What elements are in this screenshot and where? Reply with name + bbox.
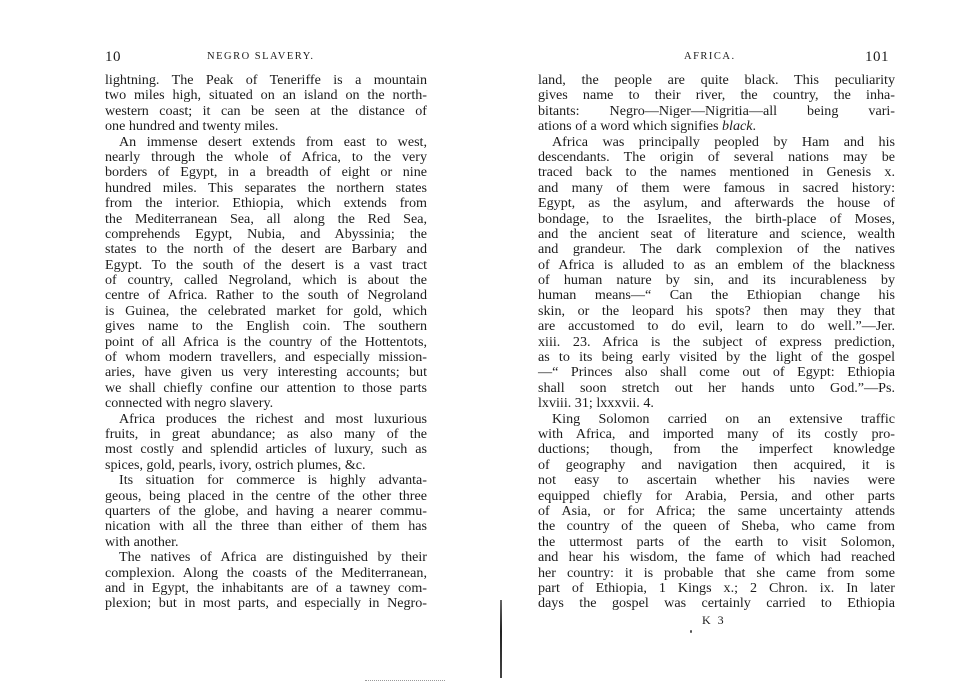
text-line: and grandeur. The dark complexion of the natives xyxy=(538,241,895,258)
text-line: bitants: Negro—Niger—Nigritia—all being vari- xyxy=(538,102,895,119)
text-line: The natives of Africa are distinguished by their xyxy=(119,549,427,566)
text-line: of country, called Negroland, which is about the xyxy=(105,272,427,289)
text-line: as to its being early visited by the light of the gospel xyxy=(538,349,895,366)
text-line: plexion; but in most parts, and especially in Negro- xyxy=(105,595,427,612)
page-number-left: 10 xyxy=(105,49,121,65)
text-line: Africa was principally peopled by Ham and his xyxy=(552,133,895,150)
text-line: states to the north of the desert are Barbary and xyxy=(105,241,427,258)
text-line: skin, or the leopard his spots? then may they that xyxy=(538,302,895,319)
text-line: point of all Africa is the country of the Hottentots, xyxy=(105,333,427,350)
text-line: connected with negro slavery. xyxy=(105,395,274,412)
text-line: —“ Princes also shall come out of Egypt: Ethiopia xyxy=(538,364,895,381)
text-line: western coast; it can be seen at the distance of xyxy=(105,102,427,119)
text-line: comprehends Egypt, Nubia, and Abyssinia; the xyxy=(105,225,427,242)
text-line: and many of them were famous in sacred history: xyxy=(538,179,895,196)
signature-mark: K 3 xyxy=(702,613,726,627)
text-line: part of Ethiopia, 1 Kings x.; 2 Chron. ix. In later xyxy=(538,579,895,596)
text-line: are accustomed to do evil, learn to do well.”—Jer. xyxy=(538,318,895,335)
binding-shadow xyxy=(500,600,502,678)
text-line: ductions; though, from the imperfect knowledge xyxy=(538,441,895,458)
text-line: ations of a word which signifies black. xyxy=(538,118,757,135)
text-line: aries, have given us very interesting accounts; but xyxy=(105,364,427,381)
text-line: days the gospel was certainly carried to Ethiopia xyxy=(538,595,895,612)
text-line: the Mediterranean Sea, all along the Red Sea, xyxy=(105,210,427,227)
text-line: centre of Africa. Rather to the south of Negroland xyxy=(105,287,427,304)
text-line: gives name to the English coin. The southern xyxy=(105,318,427,335)
text-line: from the interior. Ethiopia, which extends from xyxy=(105,195,427,212)
text-line: land, the people are quite black. This peculiarity xyxy=(538,72,895,88)
text-line: and the ancient seat of literature and science, wealth xyxy=(538,225,895,242)
left-page-header xyxy=(105,49,427,67)
text-line: two miles high, situated on an island on the north- xyxy=(105,87,427,104)
text-line: one hundred and twenty miles. xyxy=(105,118,279,135)
text-line: equipped chiefly for Arabia, Persia, and other parts xyxy=(538,487,895,504)
text-line: xiii. 23. Africa is the subject of express prediction, xyxy=(538,333,895,350)
text-line: geous, being placed in the centre of the other three xyxy=(105,487,427,504)
ink-speck xyxy=(690,630,692,633)
text-line: the country of the queen of Sheba, who came from xyxy=(538,518,895,535)
text-line: and in Egypt, the inhabitants are of a tawney com- xyxy=(105,579,427,596)
text-line: lxviii. 31; lxxxvii. 4. xyxy=(538,395,654,412)
text-line: shall soon stretch out her hands unto God.”—Ps. xyxy=(538,379,895,396)
text-line: traced back to the names mentioned in Genesis x. xyxy=(538,164,895,181)
text-line: nearly through the whole of Africa, to the very xyxy=(105,148,427,165)
page-number-right: 101 xyxy=(865,49,889,65)
text-line: is Guinea, the celebrated market for gold, which xyxy=(105,302,427,319)
right-page xyxy=(490,0,980,689)
text-line: lightning. The Peak of Teneriffe is a mountain xyxy=(105,72,427,88)
text-line: spices, gold, pearls, ivory, ostrich plumes, &c. xyxy=(105,456,366,473)
text-line: Egypt. To the south of the desert is a vast tract xyxy=(105,256,427,273)
text-line: of Africa is alluded to as an emblem of the blackness xyxy=(538,256,895,273)
text-line: her country: it is probable that she came from some xyxy=(538,564,895,581)
text-line: gives name to their river, the country, the inha- xyxy=(538,87,895,104)
text-line: most costly and splendid articles of luxury, such as xyxy=(105,441,427,458)
text-line: with Africa, and imported many of its costly pro- xyxy=(538,425,895,442)
text-line: bondage, to the Israelites, the birth-place of Moses, xyxy=(538,210,895,227)
text-line: with another. xyxy=(105,533,179,550)
text-line: nication with all the three than either of them has xyxy=(105,518,427,535)
running-head-right: AFRICA. xyxy=(684,51,736,62)
text-line: and hear his wisdom, the fame of which had reached xyxy=(538,549,895,566)
text-line: we shall chiefly confine our attention to those parts xyxy=(105,379,427,396)
text-line: borders of Egypt, in a breadth of eight or nine xyxy=(105,164,427,181)
text-line: of geography and navigation then acquired, it is xyxy=(538,456,895,473)
text-line: Egypt, as the asylum, and afterwards the house of xyxy=(538,195,895,212)
text-line: complexion. Along the coasts of the Mediterranean, xyxy=(105,564,427,581)
text-line: An immense desert extends from east to west, xyxy=(119,133,427,150)
text-line: not easy to ascertain whether his navies were xyxy=(538,472,895,489)
right-page-body xyxy=(538,73,895,612)
running-head-left: NEGRO SLAVERY. xyxy=(207,51,315,62)
text-line: King Solomon carried on an extensive traffic xyxy=(552,410,895,427)
right-page-header xyxy=(538,49,895,67)
text-line: descendants. The origin of several nations may be xyxy=(538,148,895,165)
text-line: of human nature by sin, and its incurableness by xyxy=(538,272,895,289)
text-line: Its situation for commerce is highly advanta- xyxy=(119,472,427,489)
text-line: hundred miles. This separates the northern states xyxy=(105,179,427,196)
text-line: fruits, in great abundance; as also many of the xyxy=(105,425,427,442)
text-line: of Asia, or for Africa; the same uncertainty attends xyxy=(538,502,895,519)
text-line: the uttermost parts of the earth to visit Solomon, xyxy=(538,533,895,550)
emphasis: black xyxy=(721,118,753,135)
page-smudge xyxy=(365,680,445,682)
text-line: Africa produces the richest and most luxurious xyxy=(119,410,427,427)
text-line: quarters of the globe, and having a nearer commu- xyxy=(105,502,427,519)
text-line: of whom modern travellers, and especially mission- xyxy=(105,349,427,366)
text-line: human means—“ Can the Ethiopian change his xyxy=(538,287,895,304)
left-page-body xyxy=(105,73,427,612)
